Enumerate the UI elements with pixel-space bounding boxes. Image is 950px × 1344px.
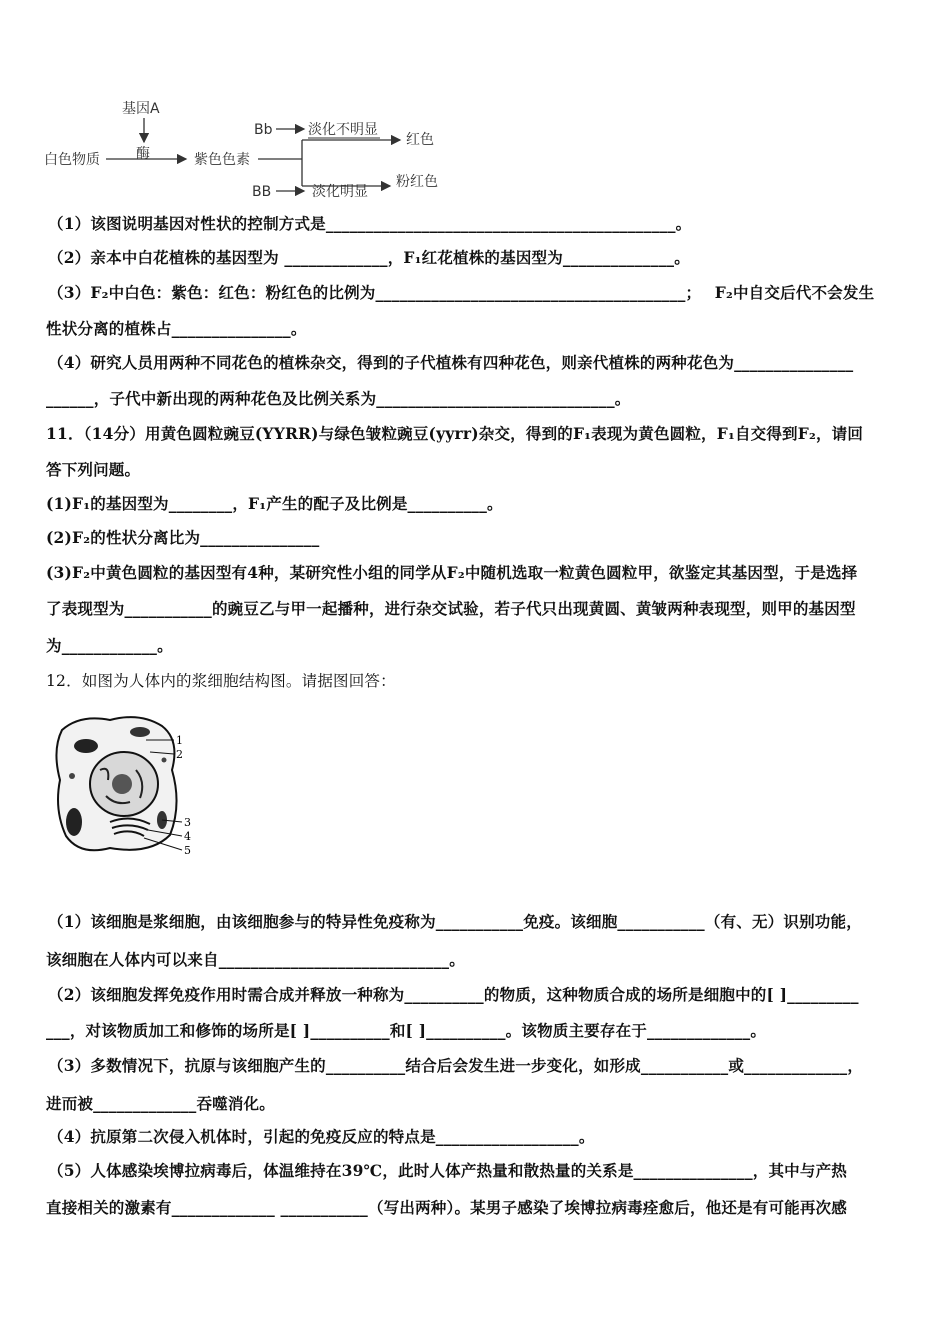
mitochondrion-2 (130, 727, 150, 737)
nucleolus (112, 774, 132, 794)
label-gene-a: 基因A (122, 101, 160, 117)
mitochondrion-1 (74, 739, 98, 753)
plasma-cell-illustration (50, 710, 200, 860)
vesicle (69, 773, 75, 779)
q11-part3: (3)F₂中黄色圆粒的基因型有4种，某研究性小组的同学从F₂中随机选取一粒黄色圆粒甲，欲鉴定其基因型，于是选择 (46, 563, 858, 582)
label-faint-obvious: 淡化明显 (312, 184, 368, 200)
vesicle (162, 758, 167, 763)
label-white-substance: 白色物质 (44, 152, 100, 168)
q12-stem: 12．如图为人体内的浆细胞结构图。请据图回答： (46, 672, 396, 690)
q10-part2: （2）亲本中白花植株的基因型为 _____________，F₁红花植株的基因型为______________。 (48, 248, 690, 267)
q11-part3-cont2: 为____________。 (46, 636, 173, 655)
q12-part2: （2）该细胞发挥免疫作用时需合成并释放一种称为__________的物质，这种物质合成的场所是细胞中的[ ]_________ (48, 985, 859, 1004)
q12-part3-cont: 进而被_____________吞噬消化。 (46, 1094, 275, 1113)
q10-part1: （1）该图说明基因对性状的控制方式是____________________________________________。 (48, 214, 692, 233)
label-faint-not-obvious: 淡化不明显 (308, 122, 378, 138)
q11-stem-cont: 答下列问题。 (46, 460, 141, 479)
mitochondrion-3 (66, 808, 82, 836)
q12-part1: （1）该细胞是浆细胞，由该细胞参与的特异性免疫称为___________免疫。该细胞___________（有、无）识别功能， (48, 912, 862, 931)
cell-label-3: 3 (184, 816, 191, 829)
cell-label-1: 1 (176, 734, 183, 747)
cell-label-2: 2 (176, 748, 183, 761)
q10-part4: （4）研究人员用两种不同花色的植株杂交，得到的子代植株有四种花色，则亲代植株的两种花色为_______________ (48, 353, 854, 372)
q10-part4-cont: ______，子代中新出现的两种花色及比例关系为______________________________。 (46, 389, 631, 408)
label-bb-hetero: Bb (254, 122, 273, 138)
label-enzyme: 酶 (136, 146, 150, 162)
label-red: 红色 (406, 132, 434, 148)
q12-part2-cont: ___，对该物质加工和修饰的场所是[ ]__________和[ ]__________。该物质主要存在于_____________。 (46, 1021, 767, 1040)
q10-part3-cont: 性状分离的植株占_______________。 (46, 319, 307, 338)
q11-stem: 11．（14分）用黄色圆粒豌豆(YYRR)与绿色皱粒豌豆(yyrr)杂交，得到的F₁表现为黄色圆粒，F₁自交得到F₂，请回 (46, 424, 864, 443)
q11-part3-cont: 了表现型为___________的豌豆乙与甲一起播种，进行杂交试验，若子代只出现黄圆、黄皱两种表现型，则甲的基因型 (46, 599, 856, 618)
gene-pathway-diagram (40, 96, 460, 206)
label-purple-pigment: 紫色色素 (194, 152, 250, 168)
q10-part3: （3）F₂中白色：紫色：红色：粉红色的比例为_______________________________________； F₂中自交后代不会发生 (48, 283, 875, 302)
q12-part4: （4）抗原第二次侵入机体时，引起的免疫反应的特点是__________________。 (48, 1127, 595, 1146)
q11-part1: (1)F₁的基因型为________，F₁产生的配子及比例是__________。 (46, 494, 503, 513)
cell-label-4: 4 (184, 830, 191, 843)
q12-part1-cont: 该细胞在人体内可以来自_____________________________。 (46, 950, 465, 969)
q12-part5-cont: 直接相关的激素有_____________ ___________（写出两种）。某男子感染了埃博拉病毒痊愈后，他还是有可能再次感 (46, 1198, 847, 1217)
cell-label-5: 5 (184, 844, 191, 857)
q12-part3: （3）多数情况下，抗原与该细胞产生的__________结合后会发生进一步变化，如形成___________或_____________， (48, 1056, 864, 1075)
label-bb-homo: BB (252, 184, 272, 200)
q12-part5: （5）人体感染埃博拉病毒后，体温维持在39℃，此时人体产热量和散热量的关系是_______________，其中与产热 (48, 1161, 847, 1180)
label-pink: 粉红色 (396, 174, 438, 190)
q11-part2: (2)F₂的性状分离比为_______________ (46, 528, 320, 547)
